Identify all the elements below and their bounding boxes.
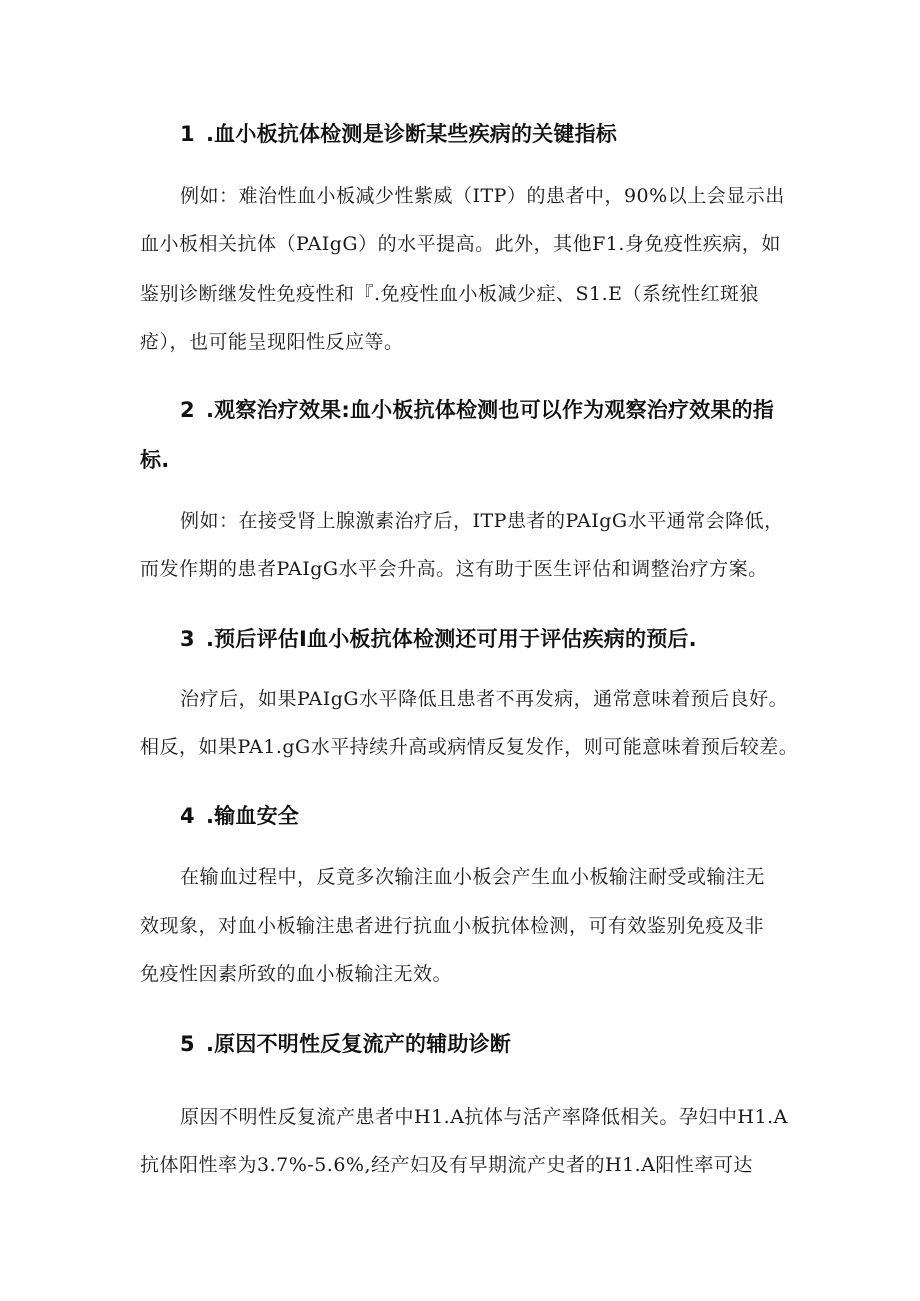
section-4-title: .输血安全 <box>206 804 299 828</box>
section-2-title: .观察治疗效果:血小板抗体检测也可以作为观察治疗效果的指 <box>206 398 774 422</box>
section-3-title: .预后评估I血小板抗体检测还可用于评估疾病的预后. <box>206 627 697 651</box>
section-2-number: 2 <box>180 398 195 422</box>
section-4-line-1: 在输血过程中，反竟多次输注血小板会产生血小板输注耐受或输注无 <box>180 866 766 888</box>
section-2-line-1: 例如：在接受肾上腺激素治疗后，ITP患者的PAIgG水平通常会降低， <box>180 510 784 532</box>
section-4-number: 4 <box>180 804 195 828</box>
section-4-heading <box>180 798 299 834</box>
section-2-heading <box>180 392 774 428</box>
section-1-line-1: 例如：难治性血小板减少性紫威（ITP）的患者中，90%以上会显示出 <box>180 185 785 207</box>
section-5-line-1: 原因不明性反复流产患者中H1.A抗体与活产率降低相关。孕妇中H1.A <box>180 1106 788 1128</box>
section-5-number: 5 <box>180 1032 195 1056</box>
section-5-heading <box>180 1026 511 1062</box>
section-1-heading <box>180 116 617 152</box>
section-1-number: 1 <box>180 122 195 146</box>
section-3-heading <box>180 621 697 657</box>
section-3-line-2: 相反，如果PA1.gG水平持续升高或病情反复发作，则可能意味着预后较差。 <box>140 736 799 758</box>
section-1-line-4: 疮），也可能呈现阳性反应等。 <box>140 331 404 353</box>
section-5-title: .原因不明性反复流产的辅助诊断 <box>206 1032 511 1056</box>
section-3-number: 3 <box>180 627 195 651</box>
section-3-line-1: 治疗后，如果PAIgG水平降低且患者不再发病，通常意味着预后良好。 <box>180 688 789 710</box>
section-4-line-3: 免疫性因素所致的血小板输注无效。 <box>140 963 453 985</box>
section-4-line-2: 效现象，对血小板输注患者进行抗血小板抗体检测，可有效鉴别免疫及非 <box>140 915 765 937</box>
section-2-title-continuation: 标. <box>140 448 170 472</box>
section-1-line-2: 血小板相关抗体（PAIgG）的水平提高。此外，其他F1.身免疫性疾病，如 <box>140 233 781 255</box>
section-5-line-2: 抗体阳性率为3.7%-5.6%,经产妇及有早期流产史者的H1.A阳性率可达 <box>140 1154 753 1176</box>
section-1-line-3: 鉴别诊断继发性免疫性和『.免疫性血小板减少症、S1.E（系统性红斑狼 <box>140 283 760 305</box>
section-2-line-2: 而发作期的患者PAIgG水平会升高。这有助于医生评估和调整治疗方案。 <box>140 558 768 580</box>
section-1-title: .血小板抗体检测是诊断某些疾病的关键指标 <box>206 122 617 146</box>
